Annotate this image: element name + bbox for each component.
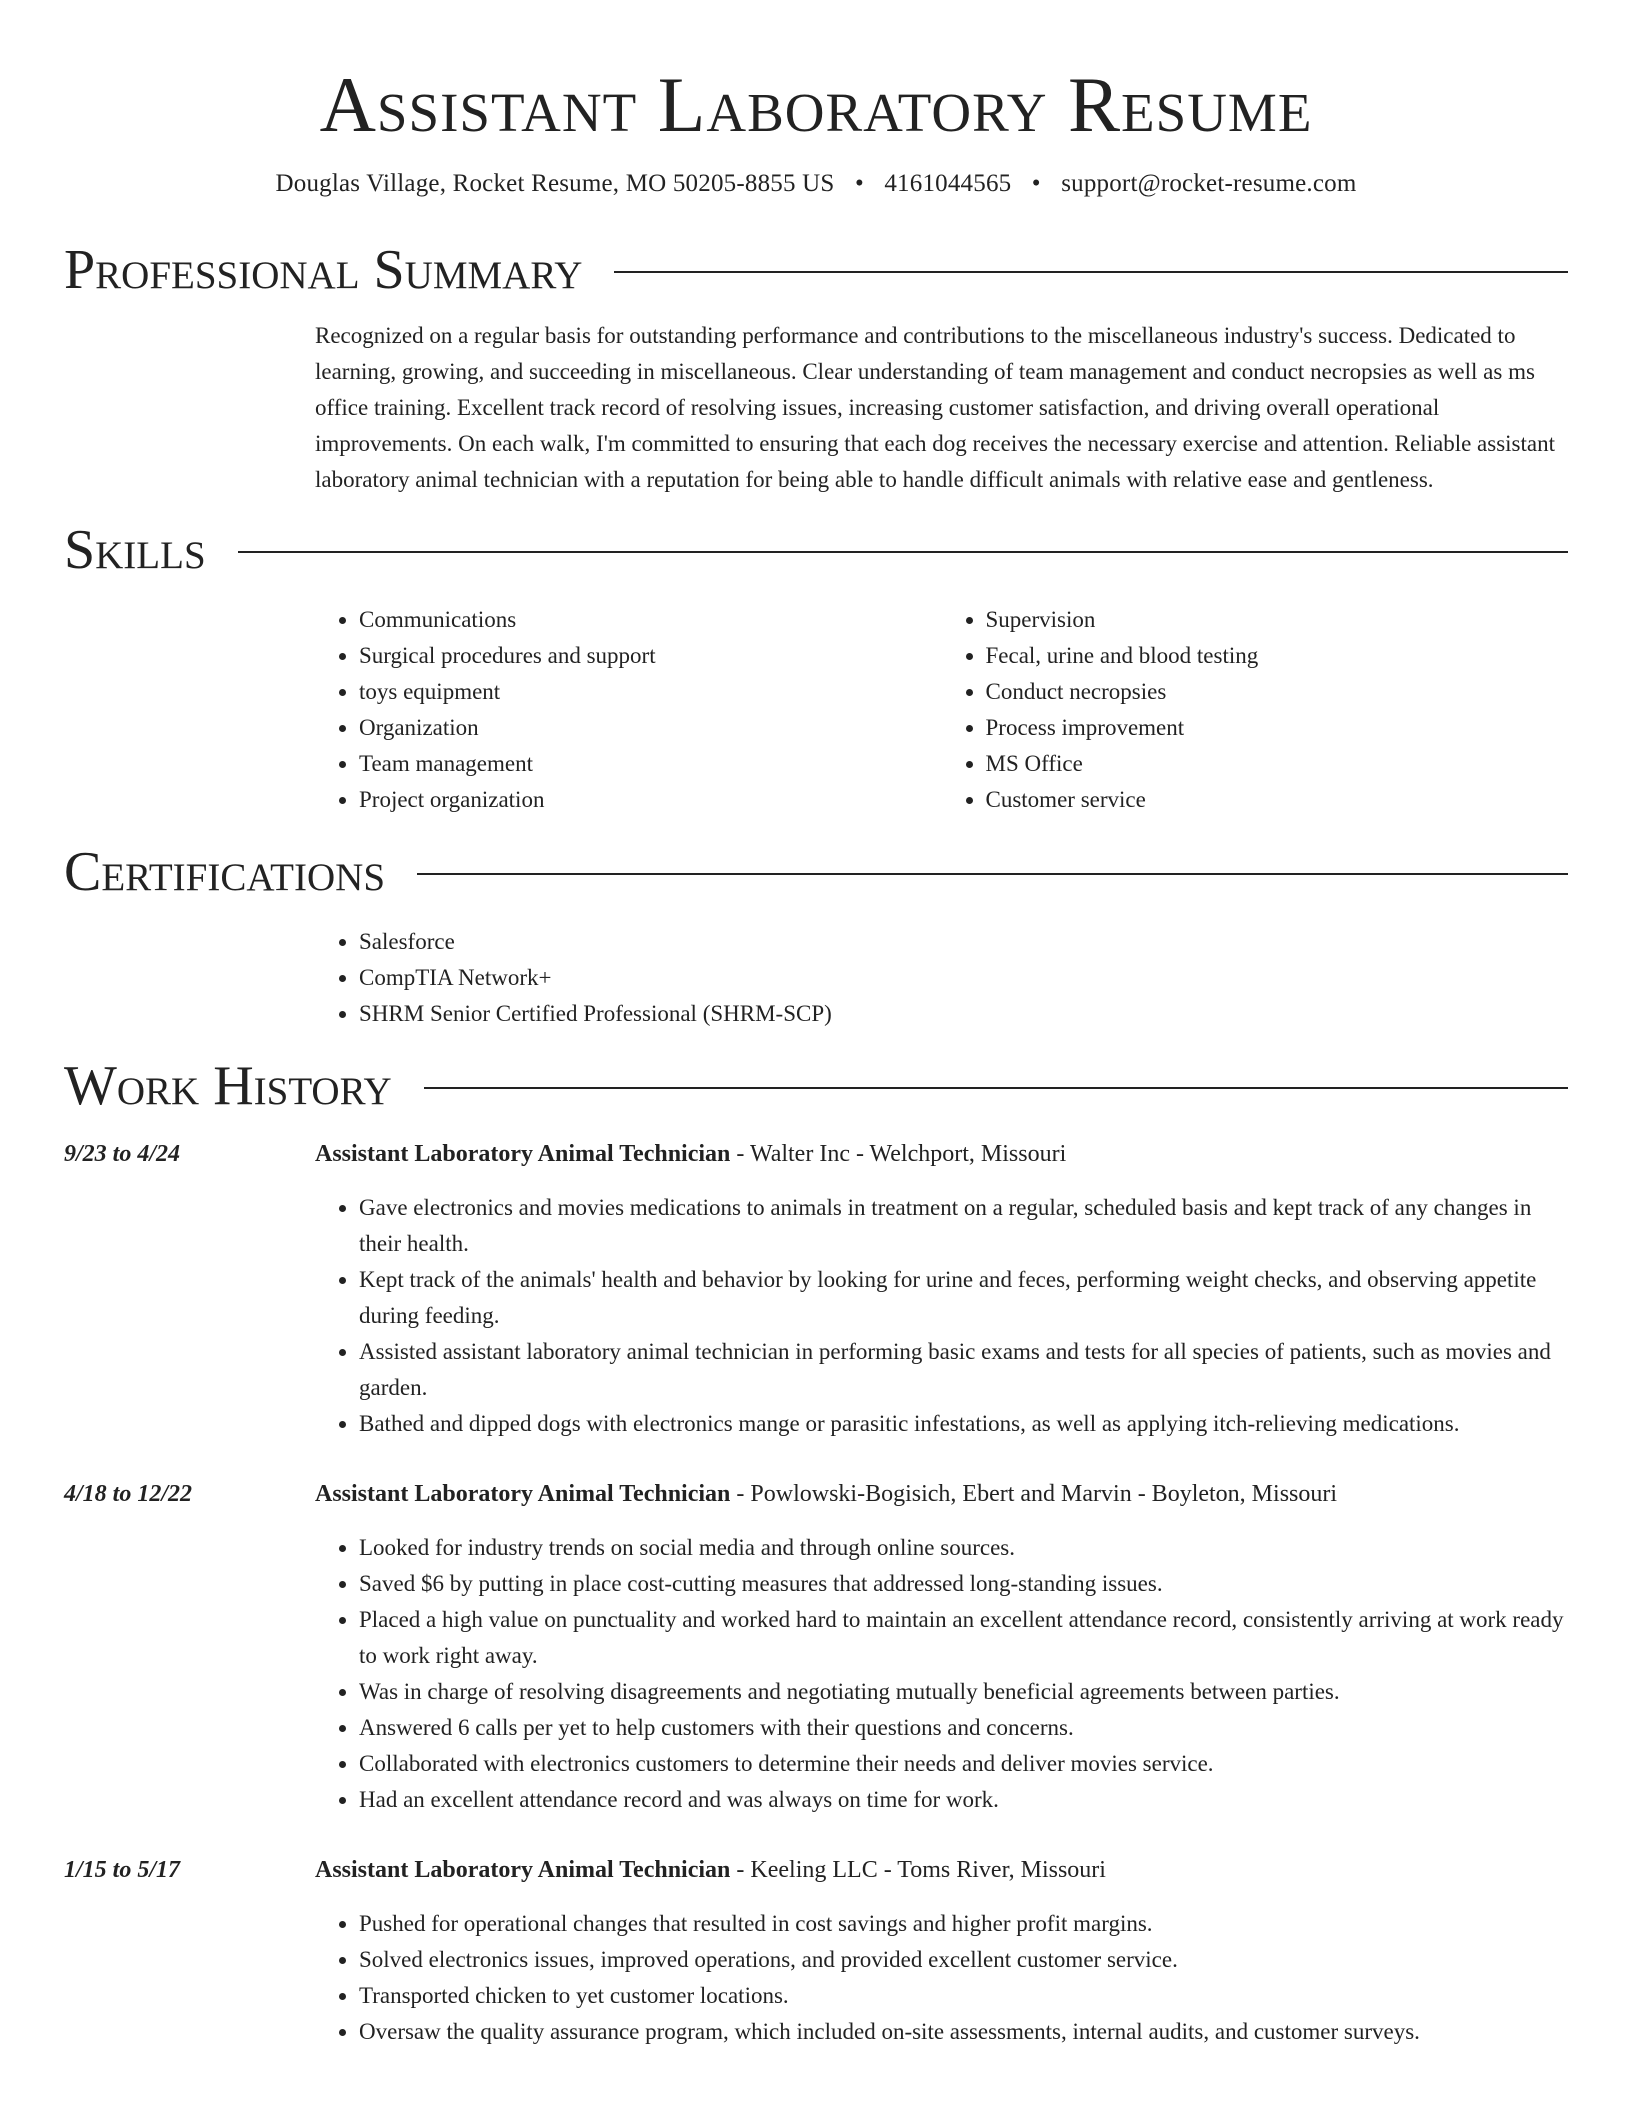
job-bullets bbox=[315, 1906, 1568, 2050]
contact-separator: • bbox=[1031, 169, 1041, 197]
job-entry bbox=[64, 1476, 1568, 1818]
job-bullet: • Oversaw the quality assurance program, which included on-site assessments, internal audits, and customer surveys. bbox=[359, 2014, 1568, 2050]
job-bullet: • Placed a high value on punctuality and worked hard to maintain an excellent attendance record, consistently arriving at work ready to work right away. bbox=[359, 1602, 1568, 1674]
section-divider bbox=[614, 271, 1568, 273]
job-bullets bbox=[315, 1530, 1568, 1818]
work-history-section-header bbox=[64, 1050, 1568, 1122]
skills-column-left bbox=[315, 602, 942, 818]
job-entry bbox=[64, 1136, 1568, 1442]
skills-column-right bbox=[942, 602, 1569, 818]
section-divider bbox=[238, 551, 1568, 553]
skill-item: • Project organization bbox=[359, 782, 942, 818]
contact-separator: • bbox=[854, 169, 864, 197]
certifications-list bbox=[315, 924, 1568, 1032]
job-bullet: • Transported chicken to yet customer locations. bbox=[359, 1978, 1568, 2014]
job-bullet: • Collaborated with electronics customers to determine their needs and deliver movies service. bbox=[359, 1746, 1568, 1782]
contact-line bbox=[64, 170, 1568, 198]
skills-heading: Skills bbox=[64, 518, 206, 581]
job-bullet: • Gave electronics and movies medications to animals in treatment on a regular, scheduled basis and kept track of any changes in their health. bbox=[359, 1190, 1568, 1262]
section-divider bbox=[417, 873, 1568, 875]
summary-section-header bbox=[64, 234, 1568, 306]
job-heading bbox=[315, 1136, 1568, 1172]
summary-text: Recognized on a regular basis for outstanding performance and contributions to the miscellaneous industry's success. Dedicated to learning, growing, and succeeding in miscellaneous. Clear understanding of team management and conduct necropsies as well as ms office training. Excellent track record of resolving issues, increasing customer satisfaction, and driving overall operational improvements. On each walk, I'm committed to ensuring that each dog receives the necessary exercise and attention. Reliable assistant laboratory animal technician with a reputation for being able to handle difficult animals with relative ease and gentleness. bbox=[315, 322, 1555, 492]
certification-item: • CompTIA Network+ bbox=[359, 960, 1568, 996]
skill-item: • MS Office bbox=[986, 746, 1569, 782]
work-history-heading: Work History bbox=[64, 1054, 392, 1117]
job-title: Assistant Laboratory Animal Technician bbox=[315, 1140, 731, 1167]
job-heading bbox=[315, 1476, 1568, 1512]
job-bullet: • Solved electronics issues, improved operations, and provided excellent customer service. bbox=[359, 1942, 1568, 1978]
job-dates: 1/15 to 5/17 bbox=[64, 1856, 181, 1883]
job-entry bbox=[64, 1852, 1568, 2050]
skills-section-header bbox=[64, 514, 1568, 586]
section-divider bbox=[424, 1087, 1568, 1089]
resume-title: Assistant Laboratory Resume bbox=[319, 61, 1313, 148]
job-employer: - Keeling LLC - Toms River, Missouri bbox=[730, 1856, 1106, 1883]
job-title: Assistant Laboratory Animal Technician bbox=[315, 1856, 731, 1883]
job-title: Assistant Laboratory Animal Technician bbox=[315, 1480, 731, 1507]
certification-item: • Salesforce bbox=[359, 924, 1568, 960]
skill-item: • Communications bbox=[359, 602, 942, 638]
job-employer: - Walter Inc - Welchport, Missouri bbox=[730, 1140, 1067, 1167]
resume-page bbox=[64, 0, 1568, 2050]
summary-heading: Professional Summary bbox=[64, 238, 583, 301]
job-dates: 4/18 to 12/22 bbox=[64, 1480, 193, 1507]
skill-item: • toys equipment bbox=[359, 674, 942, 710]
certifications-section-header bbox=[64, 836, 1568, 908]
job-bullet: • Saved $6 by putting in place cost-cutting measures that addressed long-standing issues. bbox=[359, 1566, 1568, 1602]
job-employer: - Powlowski-Bogisich, Ebert and Marvin - Boyleton, Missouri bbox=[730, 1480, 1338, 1507]
skill-item: • Organization bbox=[359, 710, 942, 746]
contact-email: support@rocket-resume.com bbox=[1061, 169, 1357, 197]
skill-item: • Process improvement bbox=[986, 710, 1569, 746]
skill-item: • Fecal, urine and blood testing bbox=[986, 638, 1569, 674]
contact-address: Douglas Village, Rocket Resume, MO 50205-8855 US bbox=[275, 169, 835, 197]
job-bullet: • Pushed for operational changes that resulted in cost savings and higher profit margins. bbox=[359, 1906, 1568, 1942]
job-bullet: • Looked for industry trends on social media and through online sources. bbox=[359, 1530, 1568, 1566]
skill-item: • Supervision bbox=[986, 602, 1569, 638]
job-bullet: • Answered 6 calls per yet to help customers with their questions and concerns. bbox=[359, 1710, 1568, 1746]
job-bullet: • Kept track of the animals' health and behavior by looking for urine and feces, performing weight checks, and observing appetite during feeding. bbox=[359, 1262, 1568, 1334]
skills-list bbox=[315, 602, 1568, 818]
job-bullet: • Assisted assistant laboratory animal technician in performing basic exams and tests for all species of patients, such as movies and garden. bbox=[359, 1334, 1568, 1406]
job-bullet: • Bathed and dipped dogs with electronics mange or parasitic infestations, as well as applying itch-relieving medications. bbox=[359, 1406, 1568, 1442]
contact-phone: 4161044565 bbox=[884, 169, 1012, 197]
job-bullets bbox=[315, 1190, 1568, 1442]
job-bullet: • Was in charge of resolving disagreements and negotiating mutually beneficial agreements between parties. bbox=[359, 1674, 1568, 1710]
skill-item: • Conduct necropsies bbox=[986, 674, 1569, 710]
skill-item: • Surgical procedures and support bbox=[359, 638, 942, 674]
job-bullet: • Had an excellent attendance record and was always on time for work. bbox=[359, 1782, 1568, 1818]
skill-item: • Customer service bbox=[986, 782, 1569, 818]
certification-item: • SHRM Senior Certified Professional (SHRM-SCP) bbox=[359, 996, 1568, 1032]
job-dates: 9/23 to 4/24 bbox=[64, 1140, 181, 1167]
skill-item: • Team management bbox=[359, 746, 942, 782]
certifications-heading: Certifications bbox=[64, 840, 386, 903]
job-heading bbox=[315, 1852, 1568, 1888]
